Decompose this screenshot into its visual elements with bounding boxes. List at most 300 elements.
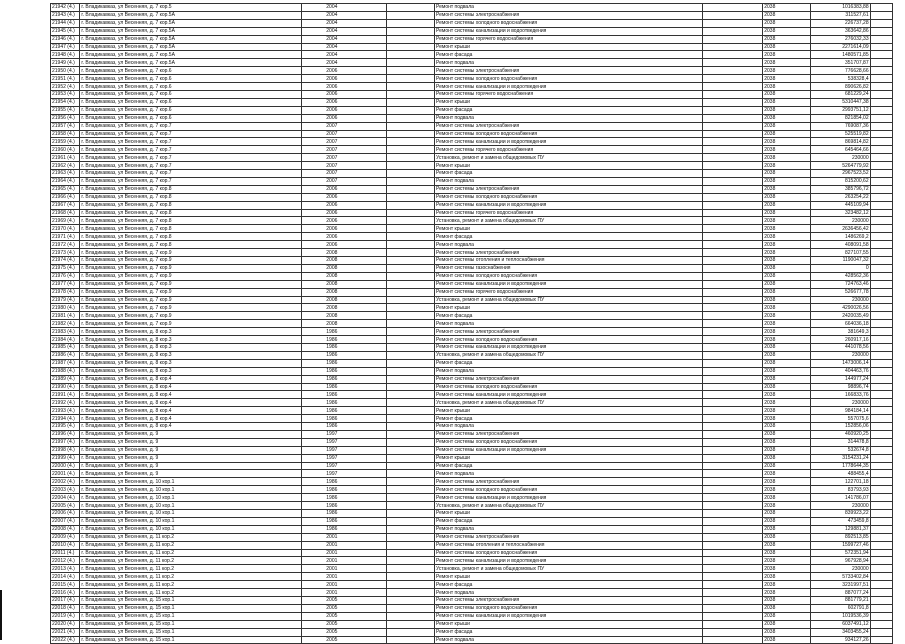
year-built-cell: 2007 xyxy=(302,154,387,162)
work-type-cell: Ремонт крыши xyxy=(434,225,703,233)
plan-year-cell: 2038 xyxy=(763,628,811,636)
cost-cell: 1473006,14 xyxy=(810,359,870,367)
year-built-cell: 2001 xyxy=(302,565,387,573)
work-type-cell: Ремонт крыши xyxy=(434,98,703,106)
work-type-cell: Ремонт крыши xyxy=(434,43,703,51)
address-cell: г. Владикавказ, ул Весенняя, д. 7 кор.7 xyxy=(80,162,302,170)
table-row xyxy=(51,486,893,494)
empty-cell xyxy=(703,51,763,59)
table-row xyxy=(51,430,893,438)
address-cell: г. Владикавказ, ул Весенняя, д. 15 кор.1 xyxy=(80,620,302,628)
empty-cell xyxy=(387,557,435,565)
work-type-cell: Ремонт системы горячего водоснабжения xyxy=(434,146,703,154)
empty-cell xyxy=(387,209,435,217)
table-row xyxy=(51,201,893,209)
empty-cell xyxy=(387,288,435,296)
plan-year-cell: 2038 xyxy=(763,367,811,375)
empty-cell xyxy=(387,320,435,328)
plan-year-cell: 2038 xyxy=(763,35,811,43)
year-built-cell: 1986 xyxy=(302,423,387,431)
row-id: 21963 (4.) xyxy=(51,170,80,178)
plan-year-cell: 2038 xyxy=(763,11,811,19)
table-row xyxy=(51,328,893,336)
work-type-cell: Ремонт системы холодного водоснабжения xyxy=(434,486,703,494)
row-id: 21994 (4.) xyxy=(51,415,80,423)
row-id: 21996 (4.) xyxy=(51,430,80,438)
empty-cell xyxy=(387,470,435,478)
year-built-cell: 1986 xyxy=(302,407,387,415)
address-cell: г. Владикавказ, ул Весенняя, д. 7 кор.5А xyxy=(80,43,302,51)
empty-cell xyxy=(870,177,892,185)
empty-cell xyxy=(870,201,892,209)
empty-cell xyxy=(703,407,763,415)
cost-cell: 887077,24 xyxy=(810,589,870,597)
empty-cell xyxy=(870,399,892,407)
plan-year-cell: 2038 xyxy=(763,233,811,241)
empty-cell xyxy=(870,612,892,620)
empty-cell xyxy=(387,217,435,225)
row-id: 21979 (4.) xyxy=(51,296,80,304)
plan-year-cell: 2038 xyxy=(763,193,811,201)
address-cell: г. Владикавказ, ул Весенняя, д. 7 кор.6 xyxy=(80,75,302,83)
table-row xyxy=(51,114,893,122)
year-built-cell: 2006 xyxy=(302,225,387,233)
table-row xyxy=(51,549,893,557)
table-row xyxy=(51,177,893,185)
cost-cell: 428562,36 xyxy=(810,272,870,280)
year-built-cell: 2004 xyxy=(302,51,387,59)
address-cell: г. Владикавказ, ул Весенняя, д. 7 кор.9 xyxy=(80,280,302,288)
work-type-cell: Установка, ремонт и замена общедомовых ПУ xyxy=(434,217,703,225)
row-id: 22001 (4.) xyxy=(51,470,80,478)
empty-cell xyxy=(703,557,763,565)
year-built-cell: 1997 xyxy=(302,462,387,470)
empty-cell xyxy=(703,272,763,280)
row-id: 21955 (4.) xyxy=(51,106,80,114)
address-cell: г. Владикавказ, ул Весенняя, д. 15 кор.1 xyxy=(80,636,302,644)
work-type-cell: Ремонт подвала xyxy=(434,59,703,67)
plan-year-cell: 2038 xyxy=(763,612,811,620)
row-id: 22022 (4.) xyxy=(51,636,80,644)
row-id: 22004 (4.) xyxy=(51,494,80,502)
empty-cell xyxy=(387,264,435,272)
cost-cell: 2636456,42 xyxy=(810,225,870,233)
empty-cell xyxy=(387,351,435,359)
empty-cell xyxy=(387,604,435,612)
plan-year-cell: 2038 xyxy=(763,75,811,83)
table-row xyxy=(51,383,893,391)
empty-cell xyxy=(387,486,435,494)
cost-cell: 1599727,46 xyxy=(810,541,870,549)
empty-cell xyxy=(870,383,892,391)
address-cell: г. Владикавказ, ул Весенняя, д. 7 кор.9 xyxy=(80,304,302,312)
cost-cell: 6037491,12 xyxy=(810,620,870,628)
empty-cell xyxy=(870,19,892,27)
address-cell: г. Владикавказ, ул Весенняя, д. 8 кор.4 xyxy=(80,399,302,407)
year-built-cell: 2004 xyxy=(302,59,387,67)
table-row xyxy=(51,589,893,597)
empty-cell xyxy=(387,462,435,470)
year-built-cell: 1986 xyxy=(302,367,387,375)
empty-cell xyxy=(870,122,892,130)
work-type-cell: Установка, ремонт и замена общедомовых ПУ xyxy=(434,399,703,407)
empty-cell xyxy=(387,415,435,423)
address-cell: г. Владикавказ, ул Весенняя, д. 11 кор.2 xyxy=(80,573,302,581)
plan-year-cell: 2038 xyxy=(763,146,811,154)
cost-cell: 460920,25 xyxy=(810,430,870,438)
cost-cell: 839923,22 xyxy=(810,510,870,518)
row-id: 21947 (4.) xyxy=(51,43,80,51)
empty-cell xyxy=(870,272,892,280)
table-row xyxy=(51,541,893,549)
plan-year-cell: 2038 xyxy=(763,19,811,27)
empty-cell xyxy=(870,304,892,312)
table-row xyxy=(51,407,893,415)
row-id: 21998 (4.) xyxy=(51,446,80,454)
cost-cell: 2271614,09 xyxy=(810,43,870,51)
address-cell: г. Владикавказ, ул Весенняя, д. 8 кор.4 xyxy=(80,391,302,399)
table-row xyxy=(51,596,893,604)
address-cell: г. Владикавказ, ул Весенняя, д. 8 кор.4 xyxy=(80,407,302,415)
table-row xyxy=(51,391,893,399)
row-id: 21953 (4.) xyxy=(51,90,80,98)
work-type-cell: Ремонт системы холодного водоснабжения xyxy=(434,549,703,557)
address-cell: г. Владикавказ, ул Весенняя, д. 8 кор.3 xyxy=(80,343,302,351)
work-type-cell: Ремонт системы холодного водоснабжения xyxy=(434,438,703,446)
address-cell: г. Владикавказ, ул Весенняя, д. 11 кор.2 xyxy=(80,557,302,565)
empty-cell xyxy=(703,288,763,296)
empty-cell xyxy=(870,510,892,518)
empty-cell xyxy=(870,106,892,114)
plan-year-cell: 2038 xyxy=(763,375,811,383)
cost-cell: 311527,61 xyxy=(810,11,870,19)
empty-cell xyxy=(703,217,763,225)
cost-cell: 144977,24 xyxy=(810,375,870,383)
row-id: 21993 (4.) xyxy=(51,407,80,415)
row-id: 21949 (4.) xyxy=(51,59,80,67)
table-row xyxy=(51,320,893,328)
address-cell: г. Владикавказ, ул Весенняя, д. 7 кор.5А xyxy=(80,35,302,43)
empty-cell xyxy=(387,241,435,249)
work-type-cell: Ремонт системы электроснабжения xyxy=(434,478,703,486)
table-row xyxy=(51,106,893,114)
plan-year-cell: 2038 xyxy=(763,67,811,75)
empty-cell xyxy=(387,75,435,83)
empty-cell xyxy=(703,423,763,431)
table-row xyxy=(51,454,893,462)
year-built-cell: 2004 xyxy=(302,27,387,35)
address-cell: г. Владикавказ, ул Весенняя, д. 7 кор.7 xyxy=(80,130,302,138)
address-cell: г. Владикавказ, ул Весенняя, д. 7 кор.5А xyxy=(80,27,302,35)
empty-cell xyxy=(387,98,435,106)
table-row xyxy=(51,27,893,35)
address-cell: г. Владикавказ, ул Весенняя, д. 9 xyxy=(80,430,302,438)
table-row xyxy=(51,351,893,359)
address-cell: г. Владикавказ, ул Весенняя, д. 7 кор.8 xyxy=(80,185,302,193)
cost-cell: 129881,37 xyxy=(810,525,870,533)
table-row xyxy=(51,438,893,446)
year-built-cell: 2001 xyxy=(302,581,387,589)
work-type-cell: Ремонт крыши xyxy=(434,620,703,628)
cost-cell: 98896,74 xyxy=(810,383,870,391)
table-row xyxy=(51,336,893,344)
cost-cell: 473459,8 xyxy=(810,517,870,525)
work-type-cell: Ремонт фасада xyxy=(434,312,703,320)
address-cell: г. Владикавказ, ул Весенняя, д. 7 кор.5 xyxy=(80,4,302,12)
empty-cell xyxy=(870,130,892,138)
plan-year-cell: 2038 xyxy=(763,533,811,541)
address-cell: г. Владикавказ, ул Весенняя, д. 7 кор.9 xyxy=(80,312,302,320)
row-id: 21988 (4.) xyxy=(51,367,80,375)
plan-year-cell: 2038 xyxy=(763,430,811,438)
empty-cell xyxy=(387,620,435,628)
cost-cell: 602791,8 xyxy=(810,604,870,612)
address-cell: г. Владикавказ, ул Весенняя, д. 7 кор.9 xyxy=(80,272,302,280)
address-cell: г. Владикавказ, ул Весенняя, д. 9 xyxy=(80,438,302,446)
table-row xyxy=(51,288,893,296)
empty-cell xyxy=(387,573,435,581)
table-row xyxy=(51,170,893,178)
work-type-cell: Установка, ремонт и замена общедомовых ПУ xyxy=(434,351,703,359)
empty-cell xyxy=(703,193,763,201)
row-id: 21985 (4.) xyxy=(51,343,80,351)
empty-cell xyxy=(703,367,763,375)
year-built-cell: 2004 xyxy=(302,4,387,12)
plan-year-cell: 2038 xyxy=(763,177,811,185)
address-cell: г. Владикавказ, ул Весенняя, д. 7 кор.7 xyxy=(80,170,302,178)
empty-cell xyxy=(703,59,763,67)
address-cell: г. Владикавказ, ул Весенняя, д. 7 кор.9 xyxy=(80,249,302,257)
work-type-cell: Ремонт системы канализации и водоотведения xyxy=(434,280,703,288)
empty-cell xyxy=(387,51,435,59)
cost-cell: 776628,66 xyxy=(810,67,870,75)
year-built-cell: 2006 xyxy=(302,75,387,83)
empty-cell xyxy=(870,90,892,98)
empty-cell xyxy=(870,11,892,19)
plan-year-cell: 2038 xyxy=(763,257,811,265)
empty-cell xyxy=(387,391,435,399)
address-cell: г. Владикавказ, ул Весенняя, д. 7 кор.7 xyxy=(80,122,302,130)
empty-cell xyxy=(870,462,892,470)
work-type-cell: Ремонт системы электроснабжения xyxy=(434,11,703,19)
address-cell: г. Владикавказ, ул Весенняя, д. 15 кор.1 xyxy=(80,612,302,620)
address-cell: г. Владикавказ, ул Весенняя, д. 8 кор.3 xyxy=(80,359,302,367)
year-built-cell: 1986 xyxy=(302,517,387,525)
work-type-cell: Ремонт системы холодного водоснабжения xyxy=(434,604,703,612)
plan-year-cell: 2038 xyxy=(763,264,811,272)
row-id: 21943 (4.) xyxy=(51,11,80,19)
plan-year-cell: 2038 xyxy=(763,59,811,67)
year-built-cell: 2006 xyxy=(302,67,387,75)
year-built-cell: 1986 xyxy=(302,336,387,344)
empty-cell xyxy=(703,454,763,462)
empty-cell xyxy=(387,272,435,280)
row-id: 21966 (4.) xyxy=(51,193,80,201)
year-built-cell: 2008 xyxy=(302,312,387,320)
plan-year-cell: 2038 xyxy=(763,312,811,320)
empty-cell xyxy=(387,612,435,620)
empty-cell xyxy=(387,628,435,636)
empty-cell xyxy=(870,114,892,122)
plan-year-cell: 2038 xyxy=(763,573,811,581)
cost-cell: 4290026,56 xyxy=(810,304,870,312)
empty-cell xyxy=(703,162,763,170)
cost-cell: 2993751,12 xyxy=(810,106,870,114)
empty-cell xyxy=(703,209,763,217)
table-row xyxy=(51,565,893,573)
work-type-cell: Ремонт системы канализации и водоотведения xyxy=(434,446,703,454)
year-built-cell: 1986 xyxy=(302,399,387,407)
cost-cell: 890626,82 xyxy=(810,83,870,91)
table-row xyxy=(51,122,893,130)
row-id: 22016 (4.) xyxy=(51,589,80,597)
empty-cell xyxy=(387,438,435,446)
plan-year-cell: 2038 xyxy=(763,589,811,597)
plan-year-cell: 2038 xyxy=(763,130,811,138)
cost-cell: 276032,33 xyxy=(810,35,870,43)
table-row xyxy=(51,138,893,146)
empty-cell xyxy=(703,446,763,454)
plan-year-cell: 2038 xyxy=(763,454,811,462)
address-cell: г. Владикавказ, ул Весенняя, д. 7 кор.8 xyxy=(80,241,302,249)
year-built-cell: 2007 xyxy=(302,130,387,138)
empty-cell xyxy=(703,596,763,604)
address-cell: г. Владикавказ, ул Весенняя, д. 7 кор.5А xyxy=(80,19,302,27)
year-built-cell: 1997 xyxy=(302,446,387,454)
empty-cell xyxy=(387,170,435,178)
address-cell: г. Владикавказ, ул Весенняя, д. 11 кор.2 xyxy=(80,549,302,557)
empty-cell xyxy=(703,541,763,549)
table-row xyxy=(51,462,893,470)
empty-cell xyxy=(387,478,435,486)
empty-cell xyxy=(703,415,763,423)
empty-cell xyxy=(703,589,763,597)
empty-cell xyxy=(870,288,892,296)
empty-cell xyxy=(703,90,763,98)
address-cell: г. Владикавказ, ул Весенняя, д. 10 кор.1 xyxy=(80,517,302,525)
empty-cell xyxy=(703,565,763,573)
year-built-cell: 1997 xyxy=(302,438,387,446)
empty-cell xyxy=(870,359,892,367)
address-cell: г. Владикавказ, ул Весенняя, д. 7 кор.8 xyxy=(80,233,302,241)
row-id: 22010 (4.) xyxy=(51,541,80,549)
work-type-cell: Ремонт системы холодного водоснабжения xyxy=(434,75,703,83)
empty-cell xyxy=(703,35,763,43)
year-built-cell: 2001 xyxy=(302,541,387,549)
table-row xyxy=(51,581,893,589)
plan-year-cell: 2038 xyxy=(763,51,811,59)
empty-cell xyxy=(870,486,892,494)
table-row xyxy=(51,628,893,636)
plan-year-cell: 2038 xyxy=(763,138,811,146)
plan-year-cell: 2038 xyxy=(763,241,811,249)
empty-cell xyxy=(387,359,435,367)
empty-cell xyxy=(387,446,435,454)
empty-cell xyxy=(387,201,435,209)
plan-year-cell: 2038 xyxy=(763,470,811,478)
work-type-cell: Ремонт системы отопления и теплоснабжения xyxy=(434,257,703,265)
empty-cell xyxy=(703,106,763,114)
year-built-cell: 2001 xyxy=(302,557,387,565)
plan-year-cell: 2038 xyxy=(763,249,811,257)
table-row xyxy=(51,4,893,12)
row-id: 22019 (4.) xyxy=(51,612,80,620)
plan-year-cell: 2038 xyxy=(763,486,811,494)
work-type-cell: Ремонт системы холодного водоснабжения xyxy=(434,193,703,201)
table-row xyxy=(51,312,893,320)
plan-year-cell: 2038 xyxy=(763,280,811,288)
empty-cell xyxy=(387,296,435,304)
year-built-cell: 2001 xyxy=(302,549,387,557)
table-row xyxy=(51,296,893,304)
empty-cell xyxy=(870,541,892,549)
row-id: 21995 (4.) xyxy=(51,423,80,431)
cost-cell: 230000 xyxy=(810,399,870,407)
empty-cell xyxy=(387,225,435,233)
address-cell: г. Владикавказ, ул Весенняя, д. 7 кор.9 xyxy=(80,264,302,272)
year-built-cell: 2008 xyxy=(302,280,387,288)
address-cell: г. Владикавказ, ул Весенняя, д. 7 кор.5А xyxy=(80,51,302,59)
table-row xyxy=(51,478,893,486)
row-id: 21960 (4.) xyxy=(51,146,80,154)
cost-cell: 724763,46 xyxy=(810,280,870,288)
empty-cell xyxy=(703,225,763,233)
cost-cell: 263254,22 xyxy=(810,193,870,201)
address-cell: г. Владикавказ, ул Весенняя, д. 7 кор.9 xyxy=(80,296,302,304)
row-id: 21987 (4.) xyxy=(51,359,80,367)
address-cell: г. Владикавказ, ул Весенняя, д. 15 кор.1 xyxy=(80,604,302,612)
table-row xyxy=(51,573,893,581)
empty-cell xyxy=(387,11,435,19)
row-id: 21992 (4.) xyxy=(51,399,80,407)
cost-cell: 984184,14 xyxy=(810,407,870,415)
row-id: 22013 (4.) xyxy=(51,565,80,573)
row-id: 21991 (4.) xyxy=(51,391,80,399)
table-row xyxy=(51,67,893,75)
work-type-cell: Ремонт подвала xyxy=(434,320,703,328)
empty-cell xyxy=(870,517,892,525)
table-row xyxy=(51,209,893,217)
cost-cell: 1190047,32 xyxy=(810,257,870,265)
row-id: 21951 (4.) xyxy=(51,75,80,83)
empty-cell xyxy=(870,525,892,533)
plan-year-cell: 2038 xyxy=(763,541,811,549)
year-built-cell: 2004 xyxy=(302,43,387,51)
empty-cell xyxy=(387,367,435,375)
empty-cell xyxy=(387,249,435,257)
table-row xyxy=(51,604,893,612)
empty-cell xyxy=(703,462,763,470)
year-built-cell: 1986 xyxy=(302,328,387,336)
address-cell: г. Владикавказ, ул Весенняя, д. 10 кор.1 xyxy=(80,486,302,494)
row-id: 21946 (4.) xyxy=(51,35,80,43)
empty-cell xyxy=(870,185,892,193)
empty-cell xyxy=(870,312,892,320)
row-id: 22003 (4.) xyxy=(51,486,80,494)
year-built-cell: 2005 xyxy=(302,620,387,628)
empty-cell xyxy=(703,478,763,486)
empty-cell xyxy=(703,494,763,502)
row-id: 21973 (4.) xyxy=(51,249,80,257)
empty-cell xyxy=(870,367,892,375)
empty-cell xyxy=(387,177,435,185)
plan-year-cell: 2038 xyxy=(763,517,811,525)
empty-cell xyxy=(870,470,892,478)
table-row xyxy=(51,249,893,257)
table-row xyxy=(51,359,893,367)
row-id: 21965 (4.) xyxy=(51,185,80,193)
plan-year-cell: 2038 xyxy=(763,122,811,130)
